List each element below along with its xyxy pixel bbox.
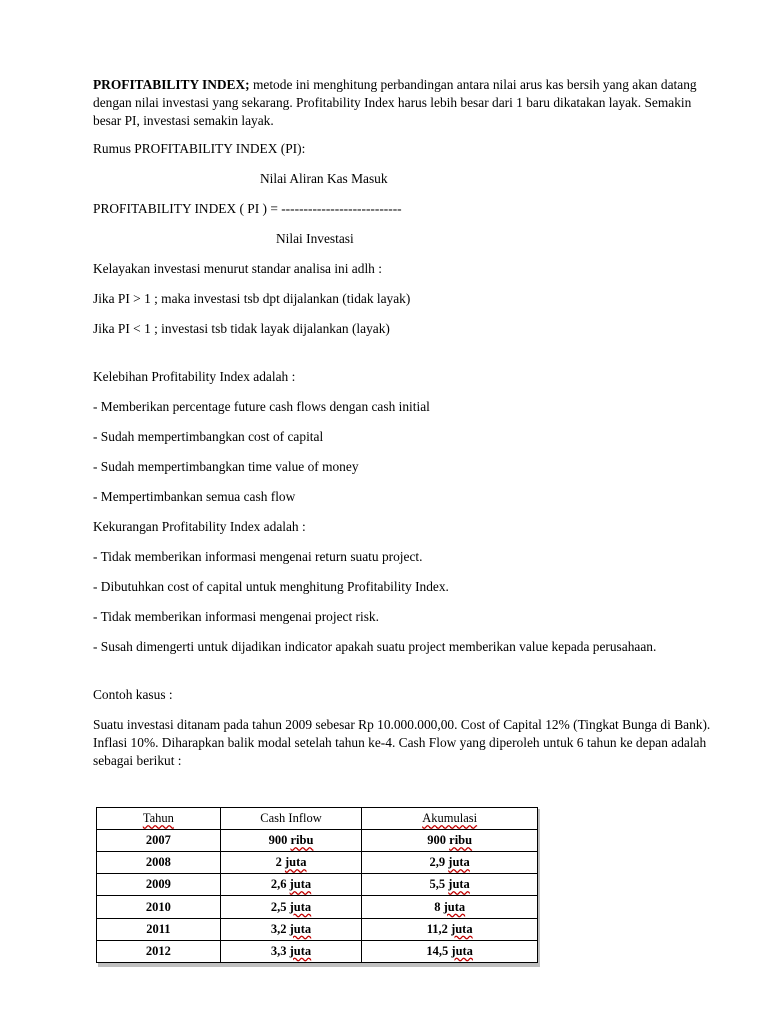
cell-accumulation: 900 ribu [362, 830, 538, 852]
cell-accumulation: 5,5 juta [362, 874, 538, 896]
cell-accumulation: 8 juta [362, 896, 538, 918]
cash-flow-table [96, 807, 538, 963]
header-tahun: Tahun [97, 808, 221, 830]
table-row [97, 852, 538, 874]
formula-numerator: Nilai Aliran Kas Masuk [260, 171, 388, 186]
example-text: Suatu investasi ditanam pada tahun 2009 sebesar Rp 10.000.000,00. Cost of Capital 12% (Tingkat Bunga di Bank). Inflasi 10%. Diharapkan balik modal setelah tahun ke-4. Cash Flow yang diperoleh untuk 6 tahun ke depan adalah sebagai berikut : [93, 717, 711, 768]
cell-accumulation: 14,5 juta [362, 940, 538, 962]
advantage-item: - Mempertimbankan semua cash flow [93, 489, 296, 504]
cell-accumulation: 11,2 juta [362, 918, 538, 940]
cell-inflow: 3,3 juta [220, 940, 362, 962]
spacer [93, 350, 718, 368]
cash-flow-table-container [96, 807, 538, 965]
disadvantage-item: - Tidak memberikan informasi mengenai return suatu project. [93, 549, 423, 564]
table-header-row [97, 808, 538, 830]
table-row [97, 874, 538, 896]
advantages-title: Kelebihan Profitability Index adalah : [93, 369, 296, 384]
intro-paragraph [93, 76, 718, 130]
cell-year: 2008 [97, 852, 221, 874]
document-body [93, 76, 718, 782]
criteria-rule-1: Jika PI > 1 ; maka investasi tsb dpt dijalankan (tidak layak) [93, 291, 411, 306]
criteria-rule-2: Jika PI < 1 ; investasi tsb tidak layak dijalankan (layak) [93, 321, 390, 336]
advantage-item: - Sudah mempertimbangkan cost of capital [93, 429, 324, 444]
disadvantage-item: - Susah dimengerti untuk dijadikan indicator apakah suatu project memberikan value kepada perusahaan. [93, 639, 657, 654]
cell-year: 2012 [97, 940, 221, 962]
advantage-item: - Memberikan percentage future cash flows dengan cash initial [93, 399, 430, 414]
cell-year: 2009 [97, 874, 221, 896]
intro-heading: PROFITABILITY INDEX; [93, 77, 250, 92]
cell-inflow: 2,5 juta [220, 896, 362, 918]
disadvantage-item: - Tidak memberikan informasi mengenai project risk. [93, 609, 379, 624]
cell-year: 2007 [97, 830, 221, 852]
criteria-title: Kelayakan investasi menurut standar analisa ini adlh : [93, 261, 382, 276]
cell-inflow: 3,2 juta [220, 918, 362, 940]
intro-text: metode ini menghitung perbandingan antara nilai arus kas bersih yang akan datang dengan nilai investasi yang sekarang. Profitability Index harus lebih besar dari 1 baru dikatakan layak. Semakin besar PI, investasi semakin layak. [93, 77, 697, 128]
cell-inflow: 2,6 juta [220, 874, 362, 896]
table-row [97, 830, 538, 852]
cell-accumulation: 2,9 juta [362, 852, 538, 874]
spacer [93, 668, 718, 686]
cell-year: 2011 [97, 918, 221, 940]
table-row [97, 918, 538, 940]
example-title: Contoh kasus : [93, 687, 173, 702]
cell-inflow: 2 juta [220, 852, 362, 874]
header-akumulasi: Akumulasi [362, 808, 538, 830]
header-cash-inflow: Cash Inflow [220, 808, 362, 830]
table-row [97, 896, 538, 918]
disadvantages-title: Kekurangan Profitability Index adalah : [93, 519, 306, 534]
cell-inflow: 900 ribu [220, 830, 362, 852]
cell-year: 2010 [97, 896, 221, 918]
disadvantage-item: - Dibutuhkan cost of capital untuk menghitung Profitability Index. [93, 579, 449, 594]
formula-denominator: Nilai Investasi [276, 231, 354, 246]
advantage-item: - Sudah mempertimbangkan time value of money [93, 459, 359, 474]
formula-line: PROFITABILITY INDEX ( PI ) = --------------------------- [93, 201, 402, 216]
formula-caption: Rumus PROFITABILITY INDEX (PI): [93, 141, 306, 156]
table-row [97, 940, 538, 962]
